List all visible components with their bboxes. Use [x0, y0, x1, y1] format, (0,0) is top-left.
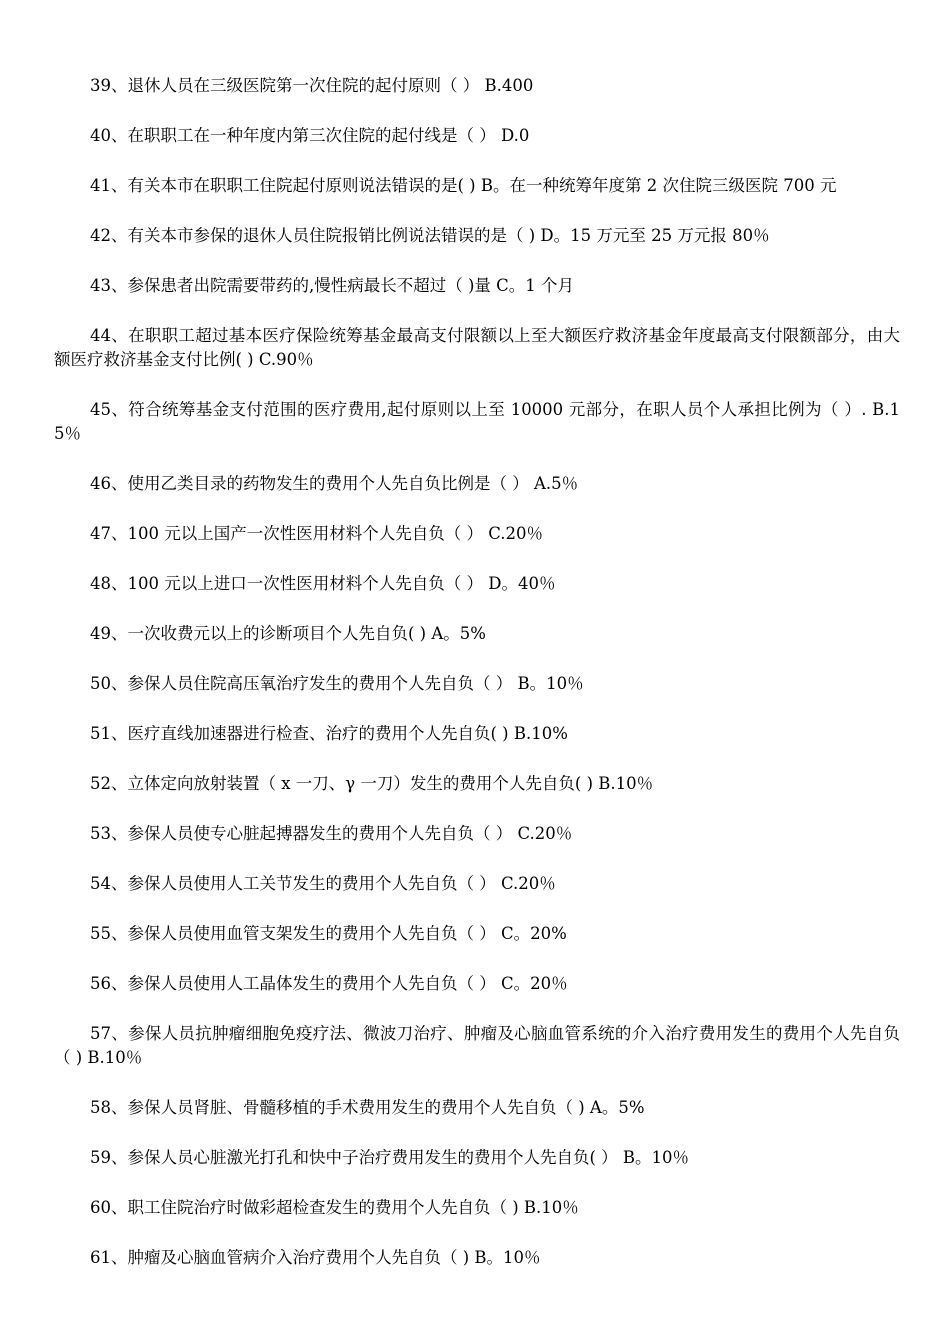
question-50: 50、参保人员住院高压氧治疗发生的费用个人先自负（ ） B。10％: [90, 674, 584, 693]
question-52: 52、立体定向放射装置（ x 一刀、γ 一刀）发生的费用个人先自负( ) B.10％: [90, 774, 654, 793]
question-45: 45、符合统筹基金支付范围的医疗费用,起付原则以上至 10000 元部分，在职人员个人承担比例为（ ）. B.15％: [54, 400, 900, 443]
question-41: 41、有关本市在职职工住院起付原则说法错误的是( ) B。在一种统筹年度第 2 次住院三级医院 700 元: [90, 176, 837, 195]
question-60: 60、职工住院治疗时做彩超检查发生的费用个人先自负（ ) B.10％: [90, 1198, 579, 1217]
question-40: 40、在职职工在一种年度内第三次住院的起付线是（ ） D.0: [90, 126, 530, 145]
question-46: 46、使用乙类目录的药物发生的费用个人先自负比例是（ ） A.5％: [90, 474, 579, 493]
question-49: 49、一次收费元以上的诊断项目个人先自负( ) A。5%: [90, 624, 486, 643]
question-59: 59、参保人员心脏激光打孔和快中子治疗费用发生的费用个人先自负( ） B。10％: [90, 1148, 690, 1167]
question-43: 43、参保患者出院需要带药的,慢性病最长不超过（ )量 C。1 个月: [90, 276, 575, 295]
question-51: 51、医疗直线加速器进行检查、治疗的费用个人先自负( ) B.10%: [90, 724, 568, 743]
question-53: 53、参保人员使专心脏起搏器发生的费用个人先自负（ ） C.20％: [90, 824, 573, 843]
question-48: 48、100 元以上进口一次性医用材料个人先自负（ ） D。40％: [90, 574, 556, 593]
question-57: 57、参保人员抗肿瘤细胞免疫疗法、微波刀治疗、肿瘤及心脑血管系统的介入治疗费用发生的费用个人先自负（ ) B.10％: [54, 1024, 900, 1067]
question-56: 56、参保人员使用人工晶体发生的费用个人先自负（ ） C。20％: [90, 974, 568, 993]
question-58: 58、参保人员肾脏、骨髓移植的手术费用发生的费用个人先自负（ ) A。5%: [90, 1098, 645, 1117]
question-55: 55、参保人员使用血管支架发生的费用个人先自负（ ） C。20%: [90, 924, 567, 943]
question-47: 47、100 元以上国产一次性医用材料个人先自负（ ） C.20％: [90, 524, 544, 543]
question-39: 39、退休人员在三级医院第一次住院的起付原则（ ） B.400: [90, 76, 534, 95]
question-list: [54, 74, 900, 1296]
question-42: 42、有关本市参保的退休人员住院报销比例说法错误的是（ ) D。15 万元至 25 万元报 80％: [90, 226, 770, 245]
question-61: 61、肿瘤及心脑血管病介入治疗费用个人先自负（ ) B。10％: [90, 1248, 541, 1267]
question-54: 54、参保人员使用人工关节发生的费用个人先自负（ ） C.20％: [90, 874, 556, 893]
question-44: 44、在职职工超过基本医疗保险统筹基金最高支付限额以上至大额医疗救济基金年度最高支付限额部分，由大额医疗救济基金支付比例( ) C.90％: [54, 326, 900, 369]
